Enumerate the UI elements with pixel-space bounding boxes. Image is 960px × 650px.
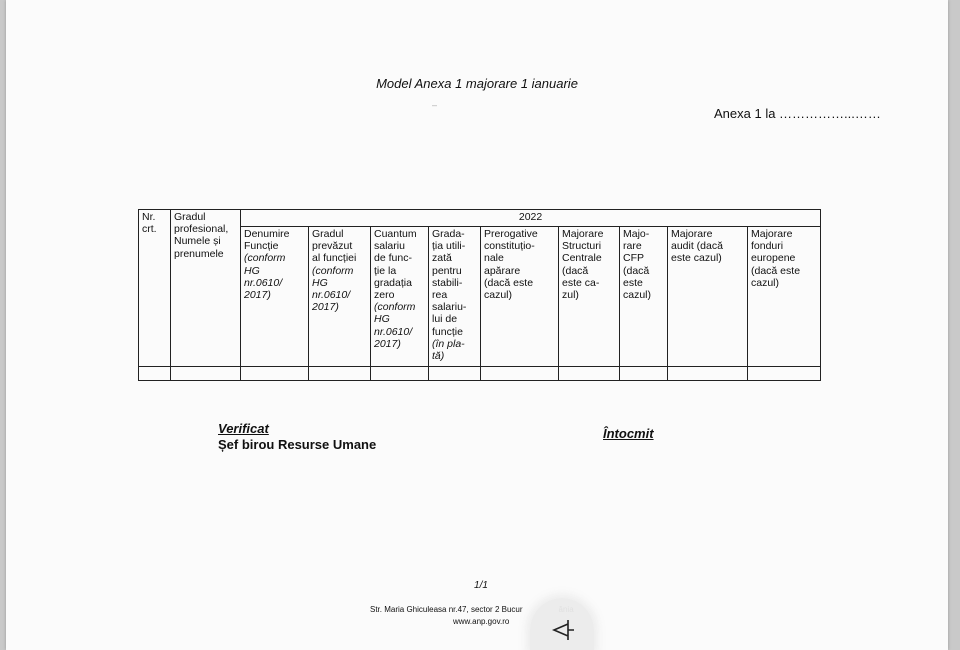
- subheader-line: cazul): [484, 289, 513, 302]
- page-number: [6, 580, 948, 591]
- subheader-line: salariu-: [432, 301, 467, 314]
- grade-name-line: profesional,: [174, 223, 229, 236]
- subheader-line: Structuri: [562, 240, 602, 253]
- subheader-line: audit (dacă: [671, 240, 723, 253]
- subheader-line: CFP: [623, 252, 644, 265]
- subheader-line: (dacă este: [484, 276, 534, 289]
- salary-table: [138, 209, 821, 381]
- subheader-line: lui de: [432, 313, 458, 326]
- header-row: [139, 210, 821, 227]
- subheader-line: HG: [374, 313, 390, 326]
- subheader-line: europene: [751, 252, 796, 265]
- subheader-line: este cazul): [671, 252, 722, 265]
- subheader-cell: [481, 227, 559, 367]
- subheader-line: cazul): [623, 289, 652, 302]
- subheader-line: pentru: [432, 264, 462, 277]
- subheader-line: (conform: [244, 252, 286, 265]
- subheader-line: Gradul: [312, 228, 344, 240]
- subheader-cell: [748, 227, 821, 367]
- empty-cell: [429, 367, 481, 381]
- subheader-line: prevăzut: [312, 240, 353, 253]
- subheader-cell: [620, 227, 668, 367]
- header-grade-name: [171, 210, 241, 367]
- empty-cell: [668, 367, 748, 381]
- empty-cell: [309, 367, 371, 381]
- subheader-line: (în pla-: [432, 337, 465, 350]
- subheader-cell: [668, 227, 748, 367]
- empty-cell: [748, 367, 821, 381]
- subheader-line: zero: [374, 289, 395, 302]
- subheader-line: Majo-: [623, 228, 650, 240]
- subheader-line: Funcție: [244, 240, 279, 253]
- subheader-line: rea: [432, 289, 448, 302]
- nr-crt-line: Nr.: [142, 211, 156, 223]
- subheader-line: zată: [432, 252, 452, 265]
- subheader-line: Majorare: [671, 228, 713, 240]
- subheader-line: HG: [244, 264, 260, 277]
- subheader-line: (dacă: [623, 264, 650, 277]
- subheader-line: este: [623, 276, 643, 289]
- hr-head-label: Șef birou Resurse Umane: [218, 437, 377, 452]
- document-page: [6, 0, 948, 650]
- footer-website: www.anp.gov.ro: [453, 617, 510, 626]
- subheader-line: Centrale: [562, 252, 602, 265]
- subheader-cell: [559, 227, 620, 367]
- subheader-line: fonduri: [751, 240, 784, 253]
- subheader-line: (dacă: [562, 264, 589, 277]
- subheader-line: cazul): [751, 276, 780, 289]
- footer-address-text: Str. Maria Ghiculeasa nr.47, sector 2 Bucur: [370, 605, 523, 614]
- subheader-line: Majorare: [562, 228, 604, 240]
- grade-name-line: Numele și: [174, 235, 221, 248]
- subheader-cell: [371, 227, 429, 367]
- empty-cell: [620, 367, 668, 381]
- header-nr-crt: [139, 210, 171, 367]
- empty-cell: [171, 367, 241, 381]
- empty-cell: [139, 367, 171, 381]
- subheader-line: nr.0610/: [244, 276, 283, 289]
- subheader-line: stabili-: [432, 276, 463, 289]
- subheader-line: (conform: [374, 301, 416, 314]
- subheader-line: nr.0610/: [312, 289, 351, 302]
- grade-name-line: prenumele: [174, 247, 224, 260]
- subheader-line: gradația: [374, 276, 412, 289]
- subheader-row: [139, 227, 821, 367]
- annex-reference: Anexa 1 la ……………...……: [714, 106, 881, 121]
- subheader-cell: [429, 227, 481, 367]
- stray-dash: –: [432, 100, 438, 110]
- subheader-line: (dacă este: [751, 264, 801, 277]
- grade-name-line: Gradul: [174, 211, 206, 223]
- subheader-line: (conform: [312, 264, 354, 277]
- subheader-line: Majorare: [751, 228, 793, 240]
- subheader-line: ție la: [374, 264, 397, 277]
- empty-cell: [371, 367, 429, 381]
- subheader-line: ția utili-: [432, 240, 466, 253]
- subheader-line: tă): [432, 350, 445, 363]
- empty-cell: [481, 367, 559, 381]
- subheader-line: apărare: [484, 264, 521, 277]
- document-title: Model Anexa 1 majorare 1 ianuarie: [376, 76, 578, 91]
- subheader-line: de func-: [374, 252, 412, 265]
- empty-cell: [241, 367, 309, 381]
- subheader-line: Grada-: [432, 228, 465, 240]
- subheader-line: zul): [562, 289, 579, 302]
- pin-outline-icon[interactable]: [548, 616, 576, 644]
- page-number-text: 1/1: [474, 580, 488, 591]
- subheader-line: rare: [623, 240, 642, 253]
- subheader-line: Cuantum: [374, 228, 417, 240]
- subheader-line: 2017): [244, 289, 271, 302]
- subheader-line: HG: [312, 276, 328, 289]
- empty-cell: [559, 367, 620, 381]
- verified-label: Verificat: [218, 421, 269, 436]
- table-row: [139, 367, 821, 381]
- subheader-line: nr.0610/: [374, 325, 413, 338]
- subheader-line: al funcției: [312, 252, 357, 265]
- subheader-cell: [241, 227, 309, 367]
- subheader-cell: [309, 227, 371, 367]
- subheader-line: Denumire: [244, 228, 290, 240]
- subheader-line: funcție: [432, 325, 463, 338]
- subheader-line: 2017): [374, 337, 401, 350]
- nr-crt-line: crt.: [142, 223, 157, 236]
- subheader-line: salariu: [374, 240, 405, 253]
- subheader-line: este ca-: [562, 276, 600, 289]
- prepared-by-label: Întocmit: [603, 426, 654, 441]
- header-year: 2022: [241, 210, 821, 227]
- subheader-line: nale: [484, 252, 504, 265]
- subheader-line: constituțio-: [484, 240, 535, 253]
- subheader-line: 2017): [312, 301, 339, 314]
- subheader-line: Prerogative: [484, 228, 538, 240]
